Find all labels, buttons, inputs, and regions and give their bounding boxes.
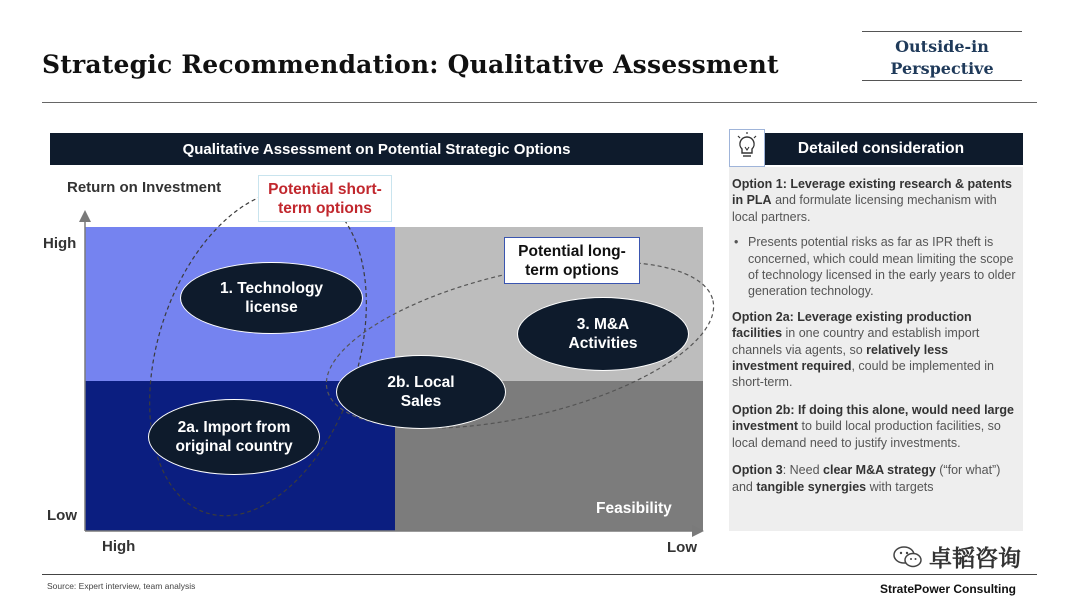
option-1-bullet: • Presents potential risks as far as IPR theft is concerned, which could mean limiting the scope of technology licensed in the early years to older generation technology. bbox=[732, 234, 1017, 300]
tag-line-2: Perspective bbox=[890, 59, 994, 78]
detail-panel bbox=[729, 167, 1023, 531]
y-axis-arrow bbox=[79, 210, 91, 222]
x-low-label: Low bbox=[667, 539, 697, 556]
wechat-icon bbox=[893, 545, 923, 569]
x-axis-arrow bbox=[692, 525, 704, 537]
option-technology-license: 1. Technology license bbox=[180, 262, 363, 334]
page-title: Strategic Recommendation: Qualitative Assessment bbox=[42, 50, 779, 79]
option-2a-text: Option 2a: Leverage existing production facilities in one country and establish import channels via agents, so relatively less investment required, could be implemented in short-term. bbox=[732, 309, 994, 390]
option-1-text: Option 1: Leverage existing research & patents in PLA and formulate licensing mechanism with local partners. bbox=[732, 177, 1012, 224]
tag-line-1: Outside-in bbox=[895, 37, 989, 56]
watermark bbox=[893, 540, 1021, 573]
y-axis-label: Return on Investment bbox=[67, 179, 222, 196]
brand-name: StratePower Consulting bbox=[880, 582, 1017, 596]
y-high-label: High bbox=[43, 235, 77, 252]
footer-divider bbox=[42, 574, 1037, 575]
option-local-sales: 2b. Local Sales bbox=[336, 355, 506, 429]
x-high-label: High bbox=[102, 538, 136, 555]
short-term-callout: Potential short-term options bbox=[258, 175, 392, 222]
panel-header: Detailed consideration bbox=[729, 133, 1023, 165]
option-3-text: Option 3: Need clear M&A strategy (“for what”) and tangible synergies with targets bbox=[732, 463, 1001, 494]
x-axis-label: Feasibility bbox=[596, 500, 672, 517]
watermark-text: 卓韬咨询 bbox=[929, 545, 1021, 571]
lightbulb-head-icon bbox=[729, 129, 765, 167]
option-2b-text: Option 2b: If doing this alone, would need large investment to build local production facilities, so local demand need to justify investments. bbox=[732, 402, 1014, 450]
source-note: Source: Expert interview, team analysis bbox=[47, 581, 196, 591]
option-ma-activities: 3. M&A Activities bbox=[517, 297, 689, 371]
matrix-header: Qualitative Assessment on Potential Strategic Options bbox=[50, 133, 703, 165]
option-import: 2a. Import from original country bbox=[148, 399, 320, 475]
long-term-callout: Potential long-term options bbox=[504, 237, 640, 284]
y-low-label: Low bbox=[47, 507, 77, 524]
